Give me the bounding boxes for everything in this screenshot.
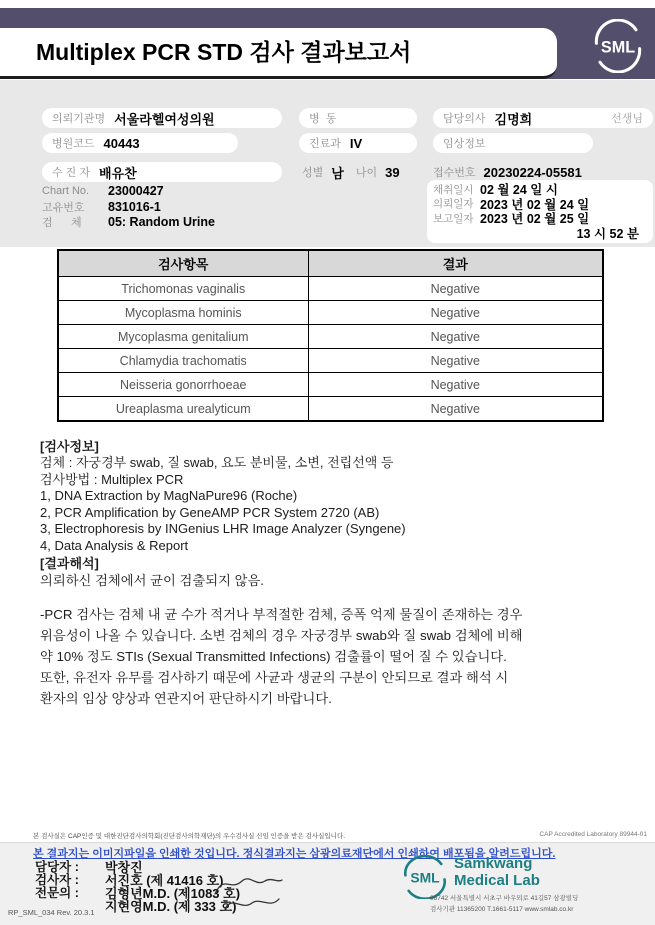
test-info-line: 검사방법 : Multiplex PCR <box>40 471 184 487</box>
pathologist-signature-2 <box>222 893 282 915</box>
interpretation-line: 환자의 임상 양상과 연관지어 판단하시기 바랍니다. <box>40 691 332 706</box>
results-table <box>57 249 604 422</box>
staff-value: 박창진 <box>105 860 143 875</box>
test-name-cell: Mycoplasma hominis <box>58 301 308 325</box>
test-item-header: 검사항목 <box>58 250 308 277</box>
patient-name-label: 수 진 자 <box>52 167 90 179</box>
interpretation-line: 또한, 유전자 유무를 검사하기 때문에 사균과 생균의 구분이 안되므로 결과 해석 시 <box>40 670 509 685</box>
request-date-label: 의뢰일자 <box>433 198 474 211</box>
test-info-line: 2, PCR Amplification by GeneAMP PCR System 2720 (AB) <box>40 504 380 520</box>
result-header: 결과 <box>308 250 603 277</box>
age-value: 39 <box>385 164 400 180</box>
lab-name <box>454 856 540 889</box>
report-date-value: 2023 년 02 월 25 일 <box>480 212 590 227</box>
lab-address: 06742 서울특별시 서초구 바우뫼로 41길57 삼광빌딩 <box>430 895 579 902</box>
results-header-row <box>58 250 603 277</box>
title-box <box>0 28 557 79</box>
sex-value: 남 <box>331 165 344 181</box>
ward-label: 병 동 <box>309 113 337 125</box>
sml-logo-text: SML <box>600 38 636 57</box>
ordering-org-label: 의뢰기관명 <box>52 113 106 125</box>
table-row <box>58 373 603 397</box>
doctor-label: 담당의사 <box>443 113 486 125</box>
test-info-heading: [검사정보] <box>40 439 99 454</box>
doctor-value: 김명희 <box>494 111 533 127</box>
ordering-org-value: 서울라헬여성의원 <box>114 111 215 127</box>
specimen-label: 검 체 <box>42 217 82 229</box>
uid-label: 고유번호 <box>42 202 85 214</box>
field-hospital-code <box>42 133 238 153</box>
test-name-cell: Chlamydia trachomatis <box>58 349 308 373</box>
interpretation-line: 약 10% 정도 STIs (Sexual Transmitted Infections) 검출률이 떨어 질 수 있습니다. <box>40 649 507 664</box>
collect-date-value: 02 월 24 일 시 <box>480 183 558 198</box>
result-cell: Negative <box>308 325 603 349</box>
staff-value: 김형년M.D. (제1083 호) <box>105 886 241 901</box>
field-clinical-info <box>433 133 593 153</box>
sml-logo-icon <box>591 19 645 73</box>
report-time-value: 13 시 52 분 <box>576 226 639 241</box>
clinical-info-label: 임상정보 <box>443 138 486 150</box>
specimen-value: 05: Random Urine <box>108 215 215 229</box>
table-row <box>58 277 603 301</box>
uid-value: 831016-1 <box>108 200 161 214</box>
test-info-line: 3, Electrophoresis by INGenius LHR Image Analyzer (Syngene) <box>40 521 406 537</box>
field-ward <box>299 108 417 128</box>
field-patient-name <box>42 162 282 182</box>
lab-name-line1: Samkwang <box>454 855 533 872</box>
test-info-section <box>40 438 406 555</box>
collect-date-label: 채취일시 <box>433 183 474 196</box>
staff-value: 서진호 (제 41416 호) <box>105 873 224 888</box>
test-name-cell: Neisseria gonorrhoeae <box>58 373 308 397</box>
test-info-line: 4, Data Analysis & Report <box>40 537 189 553</box>
interpretation-summary: 의뢰하신 검체에서 균이 검출되지 않음. <box>40 573 264 588</box>
test-name-cell: Mycoplasma genitalium <box>58 325 308 349</box>
result-cell: Negative <box>308 373 603 397</box>
lab-name-line2: Medical Lab <box>454 871 540 889</box>
table-row <box>58 301 603 325</box>
interpretation-line: 위음성이 나올 수 있습니다. 소변 검체의 경우 자궁경부 swab와 질 swab 검체에 비해 <box>40 628 523 643</box>
hospital-code-value: 40443 <box>103 135 140 151</box>
page-title: Multiplex PCR STD 검사 결과보고서 <box>36 39 412 65</box>
receipt-number-value: 20230224-05581 <box>483 164 582 180</box>
age-label: 나이 <box>355 167 378 179</box>
hospital-code-label: 병원코드 <box>52 138 95 150</box>
field-report-time <box>433 226 647 241</box>
test-name-cell: Trichomonas vaginalis <box>58 277 308 301</box>
staff-label: 전문의 : <box>35 886 79 900</box>
field-sex-age <box>302 162 400 182</box>
accreditation-text: 본 검사실은 CAP인증 및 대한진단검사의학회(진단검사의학재단)의 우수검사실 신임 인증을 받은 검사실입니다. <box>33 833 346 840</box>
result-cell: Negative <box>308 349 603 373</box>
field-ordering-org <box>42 108 282 128</box>
sex-label: 성별 <box>302 167 324 179</box>
table-row <box>58 397 603 422</box>
dates-box <box>427 180 653 243</box>
report-date-label: 보고일자 <box>433 212 474 225</box>
staff-value: 지현영M.D. (제 333 호) <box>105 899 237 914</box>
request-date-value: 2023 년 02 월 24 일 <box>480 197 590 212</box>
test-info-line: 검체 : 자궁경부 swab, 질 swab, 요도 분비물, 소변, 전립선액 등 <box>40 455 394 470</box>
cap-accreditation-text: CAP Accredited Laboratory 89944-01 <box>539 831 647 838</box>
form-number: RP_SML_034 Rev. 20.3.1 <box>8 908 95 917</box>
doctor-suffix: 선생님 <box>611 113 643 125</box>
field-chart-no <box>42 184 164 198</box>
interpretation-heading: [결과해석] <box>40 556 99 571</box>
sml-footer-logo-text: SML <box>410 869 440 886</box>
field-department <box>299 133 417 153</box>
staff-label: 담당자 : <box>35 860 79 874</box>
staff-label: 검사자 : <box>35 873 79 887</box>
table-row <box>58 349 603 373</box>
table-row <box>58 325 603 349</box>
receipt-number-label: 접수번호 <box>433 167 476 179</box>
lab-contact: 검사기관 11365200 T.1661-5117 www.smlab.co.kr <box>430 906 574 913</box>
field-doctor <box>433 108 653 128</box>
chart-no-value: 23000427 <box>108 184 164 198</box>
test-info-line: 1, DNA Extraction by MagNaPure96 (Roche) <box>40 488 298 504</box>
test-name-cell: Ureaplasma urealyticum <box>58 397 308 422</box>
result-cell: Negative <box>308 277 603 301</box>
chart-no-label: Chart No. <box>42 185 90 197</box>
field-specimen <box>42 214 215 230</box>
interpretation-line: -PCR 검사는 검체 내 균 수가 적거나 부적절한 검체, 증폭 억제 물질이 존재하는 경우 <box>40 607 523 622</box>
field-receipt-number <box>433 162 582 182</box>
interpretation-section <box>40 555 523 709</box>
field-uid <box>42 199 161 215</box>
patient-name-value: 배유찬 <box>99 165 137 181</box>
department-label: 진료과 <box>309 138 341 150</box>
result-cell: Negative <box>308 301 603 325</box>
department-value: IV <box>349 135 363 151</box>
print-notice: 본 결과지는 이미지파일을 인쇄한 것입니다. 정식결과지는 삼광의료재단에서 인쇄하여 배포됨을 알려드립니다. <box>33 848 556 860</box>
result-cell: Negative <box>308 397 603 422</box>
